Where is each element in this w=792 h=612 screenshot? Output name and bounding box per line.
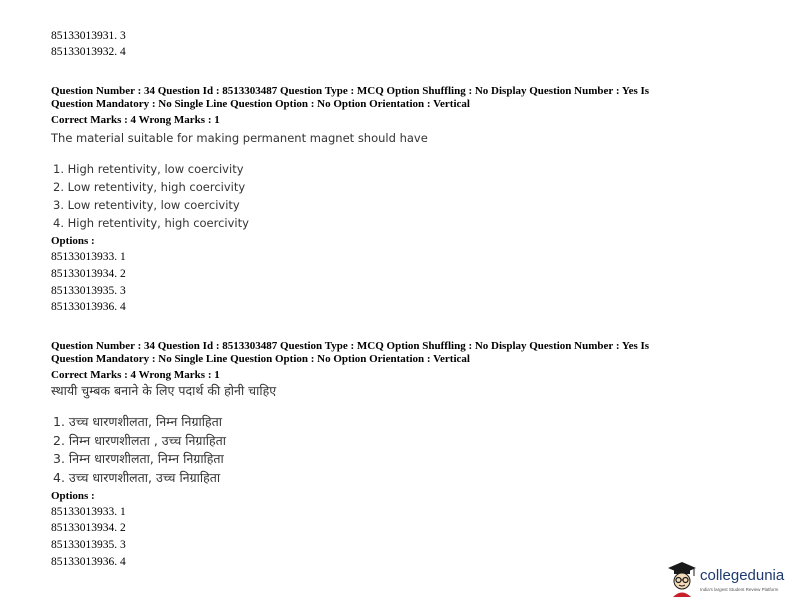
option-line: 85133013935. 3 — [51, 539, 126, 551]
choice-item: 2. निम्न धारणशीलता , उच्च निग्राहिता — [53, 433, 226, 448]
logo-wordmark: collegedunia — [700, 567, 785, 584]
choice-item: 4. High retentivity, high coercivity — [53, 216, 249, 230]
question-text: स्थायी चुम्बक बनाने के लिए पदार्थ की होनी चाहिए — [51, 383, 277, 398]
logo-tagline: India's largest Student Review Platform — [700, 587, 779, 592]
option-line: 85133013936. 4 — [51, 556, 126, 568]
question-header: Question Mandatory : No Single Line Question Option : No Option Orientation : Vertical — [51, 98, 470, 110]
question-header: Question Number : 34 Question Id : 8513303487 Question Type : MCQ Option Shuffling : No Display Question Number : Yes Is — [51, 340, 650, 352]
option-line: 85133013935. 3 — [51, 285, 126, 297]
option-line: 85133013933. 1 — [51, 506, 126, 518]
choice-item: 3. Low retentivity, low coercivity — [53, 198, 240, 212]
question-text: The material suitable for making permanent magnet should have — [51, 131, 428, 145]
option-line: 85133013931. 3 — [51, 30, 126, 42]
choice-item: 1. High retentivity, low coercivity — [53, 162, 244, 176]
option-line: 85133013936. 4 — [51, 301, 126, 313]
choice-item: 3. निम्न धारणशीलता, निम्न निग्राहिता — [53, 451, 224, 466]
choice-item: 1. उच्च धारणशीलता, निम्न निग्राहिता — [53, 414, 222, 429]
choice-item: 2. Low retentivity, high coercivity — [53, 180, 246, 194]
question-header: Question Mandatory : No Single Line Question Option : No Option Orientation : Vertical — [51, 353, 470, 365]
marks-line: Correct Marks : 4 Wrong Marks : 1 — [51, 369, 220, 381]
options-label: Options : — [51, 235, 95, 247]
marks-line: Correct Marks : 4 Wrong Marks : 1 — [51, 114, 220, 126]
option-line: 85133013934. 2 — [51, 268, 126, 280]
graduate-mascot-icon — [667, 560, 697, 598]
option-line: 85133013934. 2 — [51, 522, 126, 534]
option-line: 85133013933. 1 — [51, 251, 126, 263]
question-header: Question Number : 34 Question Id : 8513303487 Question Type : MCQ Option Shuffling : No Display Question Number : Yes Is — [51, 85, 650, 97]
options-label: Options : — [51, 490, 95, 502]
option-line: 85133013932. 4 — [51, 46, 126, 58]
choice-item: 4. उच्च धारणशीलता, उच्च निग्राहिता — [53, 470, 221, 485]
collegedunia-logo — [667, 560, 787, 600]
